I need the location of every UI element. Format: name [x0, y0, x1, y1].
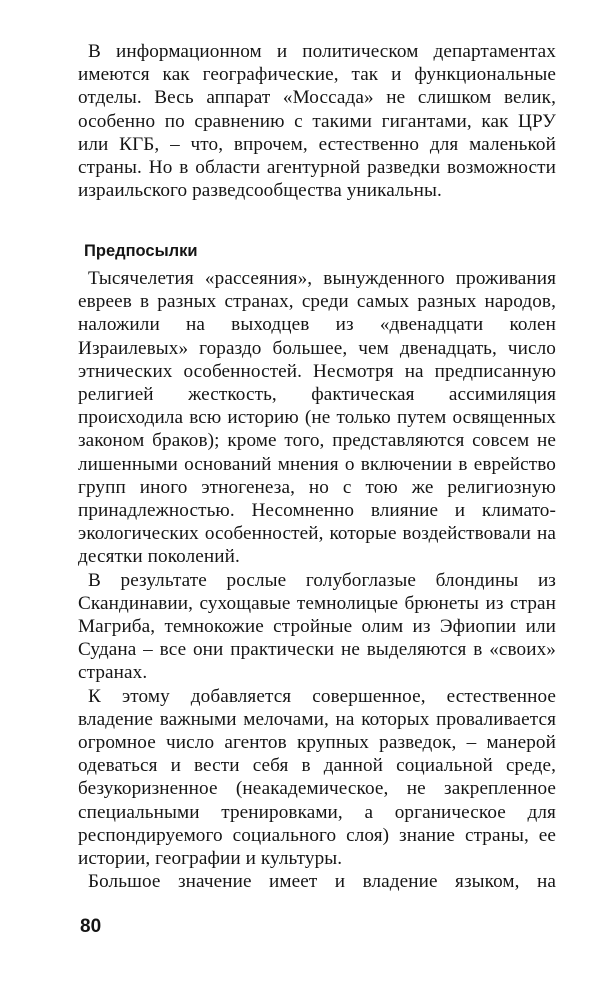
intro-paragraph: В информационном и политическом департаментах имеются как географические, так и функциональные отделы. Весь аппарат «Моссада» не слишком велик, особенно по сравнению с такими гигантами, как ЦРУ или КГБ, – что, впрочем, естественно для маленькой страны. Но в области агентурной разведки возможности израильского разведсообщества уникальны. [78, 41, 556, 202]
paragraph-4: Большое значение имеет и владение языком, на [88, 871, 556, 893]
section-body [78, 267, 556, 893]
paragraph-3: К этому добавляется совершенное, естественное владение важными мелочами, на которых проваливается огромное число агентов крупных разведок, – манерой одеваться и вести себя в данной социальной среде, безукоризненное (неакадемическое, не закрепленное специальными тренировками, а органическое для респондируемого социального слоя) знание страны, ее истории, географии и культуры. [78, 685, 556, 870]
paragraph-2: В результате рослые голубоглазые блондины из Скандинавии, сухощавые темнолицые брюнеты из стран Магриба, темнокожие стройные олим из Эфиопии или Судана – все они практически не выделяются в «своих» странах. [78, 569, 556, 684]
page-number: 80 [80, 916, 102, 937]
section-heading: Предпосылки [84, 242, 198, 260]
paragraph-1: Тысячелетия «рассеяния», вынужденного проживания евреев в разных странах, среди самых разных народов, наложили на выходцев из «двенадцати колен Израилевых» гораздо большее, чем двенадцать, число этнических особенностей. Несмотря на предписанную религией жесткость, фактическая ассимиляция происходила всю историю (не только путем освященных законом браков); кроме того, представляются совсем не лишенными оснований мнения о включении в еврейство групп иного этногенеза, но с тою же религиозную принадлежностью. Несомненно влияние и климато-экологических особенностей, которые воздействовали на десятки поколений. [78, 268, 556, 568]
intro-text-block [78, 40, 556, 202]
